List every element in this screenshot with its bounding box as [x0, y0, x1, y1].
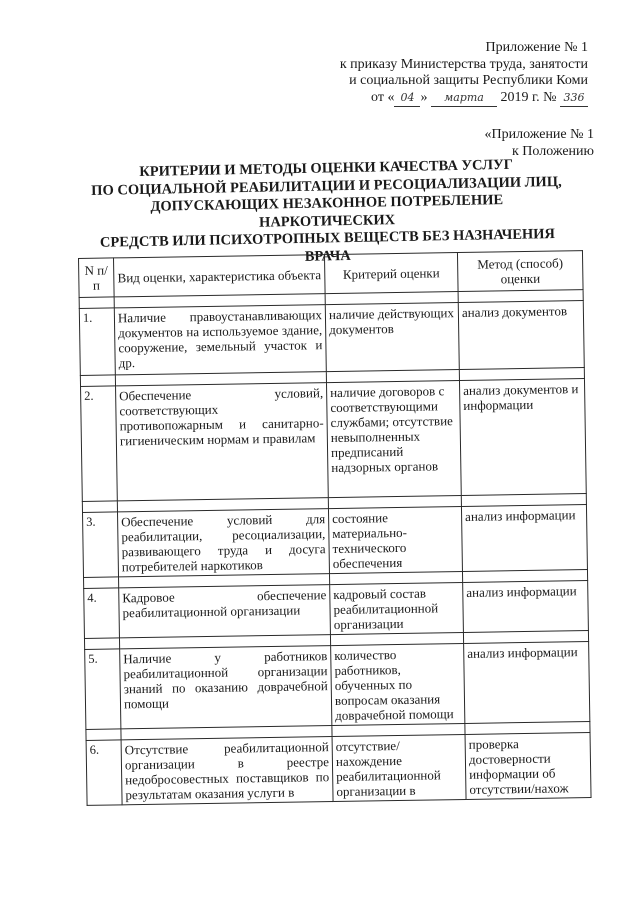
table-row [84, 581, 589, 639]
header-method: Метод (способ) оценки [457, 251, 583, 292]
title-line-1: КРИТЕРИИ И МЕТОДЫ ОЦЕНКИ КАЧЕСТВА УСЛУГ [139, 156, 514, 181]
row-criterion: наличие действующих документов [325, 303, 459, 372]
title-line-3: ДОПУСКАЮЩИХ НЕЗАКОННОЕ ПОТРЕБЛЕНИЕ НАРКОТИЧЕСКИХ [150, 192, 504, 231]
row-kind: Отсутствие реабилитационной организации в реестре недобросовестных поставщиков по результатам оказания услуги в [121, 737, 333, 805]
header-criterion: Критерий оценки [324, 253, 458, 294]
criteria-table-wrapper [78, 250, 592, 806]
table-row [86, 733, 591, 806]
table-row [79, 301, 584, 376]
date-day-handwritten: 04 [394, 90, 420, 108]
table-row [81, 379, 587, 502]
row-method: анализ информации [461, 505, 587, 572]
row-method: анализ документов [458, 301, 584, 370]
header-line-1: Приложение № 1 [485, 40, 588, 55]
header-line-2: к приказу Министерства труда, занятости [339, 56, 588, 72]
row-criterion: кадровый состав реабилитационной организации [330, 582, 464, 634]
date-month-handwritten: марта [431, 90, 497, 108]
header-date-line [340, 90, 588, 108]
row-kind: Обеспечение условий для реабилитации, ресоциализации, развивающего труда и досуга потребителей наркотиков [117, 509, 329, 577]
row-method: проверка достоверности информации об отсутствии/нахож [465, 733, 591, 800]
row-criterion: наличие договоров с соответствующими службами; отсутствие невыполненных предписаний надзорных органов [326, 381, 461, 498]
row-criterion: состояние материально-технического обеспечения [328, 507, 462, 574]
row-number: 5. [85, 649, 121, 730]
header-line-3: и социальной защиты Республики Коми [349, 73, 588, 88]
date-year: 2019 г. № [500, 89, 557, 105]
row-kind: Наличие правоустанавливающих документов на используемое здание, сооружение, земельный участок и др. [114, 305, 326, 375]
row-number: 1. [79, 308, 115, 376]
row-kind: Кадровое обеспечение реабилитационной организации [119, 585, 331, 638]
order-number-handwritten: 336 [560, 90, 588, 108]
order-header [340, 40, 588, 107]
row-number: 2. [81, 386, 118, 502]
row-number: 6. [86, 740, 122, 806]
table-row [85, 642, 590, 730]
row-number: 4. [84, 588, 120, 639]
table-row [82, 505, 587, 578]
row-method: анализ информации [464, 642, 590, 724]
header-number: N п/п [79, 258, 115, 298]
appendix-header [485, 126, 595, 160]
date-mid: » [420, 89, 428, 105]
row-criterion: отсутствие/нахождение реабилитационной организации в [332, 734, 466, 801]
appendix-line-2: к Положению [511, 144, 594, 159]
row-number: 3. [82, 512, 118, 578]
title-line-4: СРЕДСТВ ИЛИ ПСИХОТРОПНЫХ ВЕЩЕСТВ БЕЗ НАЗНАЧЕНИЯ [99, 226, 556, 251]
row-kind: Обеспечение условий, соответствующих противопожарным и санитарно-гигиеническим нормам и правилам [116, 383, 329, 501]
appendix-line-1: «Приложение № 1 [484, 127, 594, 142]
title-line-2: ПО СОЦИАЛЬНОЙ РЕАБИЛИТАЦИИ И РЕСОЦИАЛИЗАЦИИ ЛИЦ, [91, 173, 562, 199]
row-kind: Наличие у работников реабилитационной организации знаний по оказанию доврачебной помощи [120, 646, 332, 729]
row-criterion: количество работников, обученных по вопросам оказания доврачебной помощи [331, 643, 465, 725]
row-method: анализ информации [463, 581, 589, 633]
date-prefix: от « [371, 89, 395, 105]
criteria-table [78, 250, 592, 806]
header-kind: Вид оценки, характеристика объекта [114, 255, 326, 297]
title-line-5: ВРАЧА [304, 247, 351, 265]
row-method: анализ документов и информации [459, 379, 586, 496]
